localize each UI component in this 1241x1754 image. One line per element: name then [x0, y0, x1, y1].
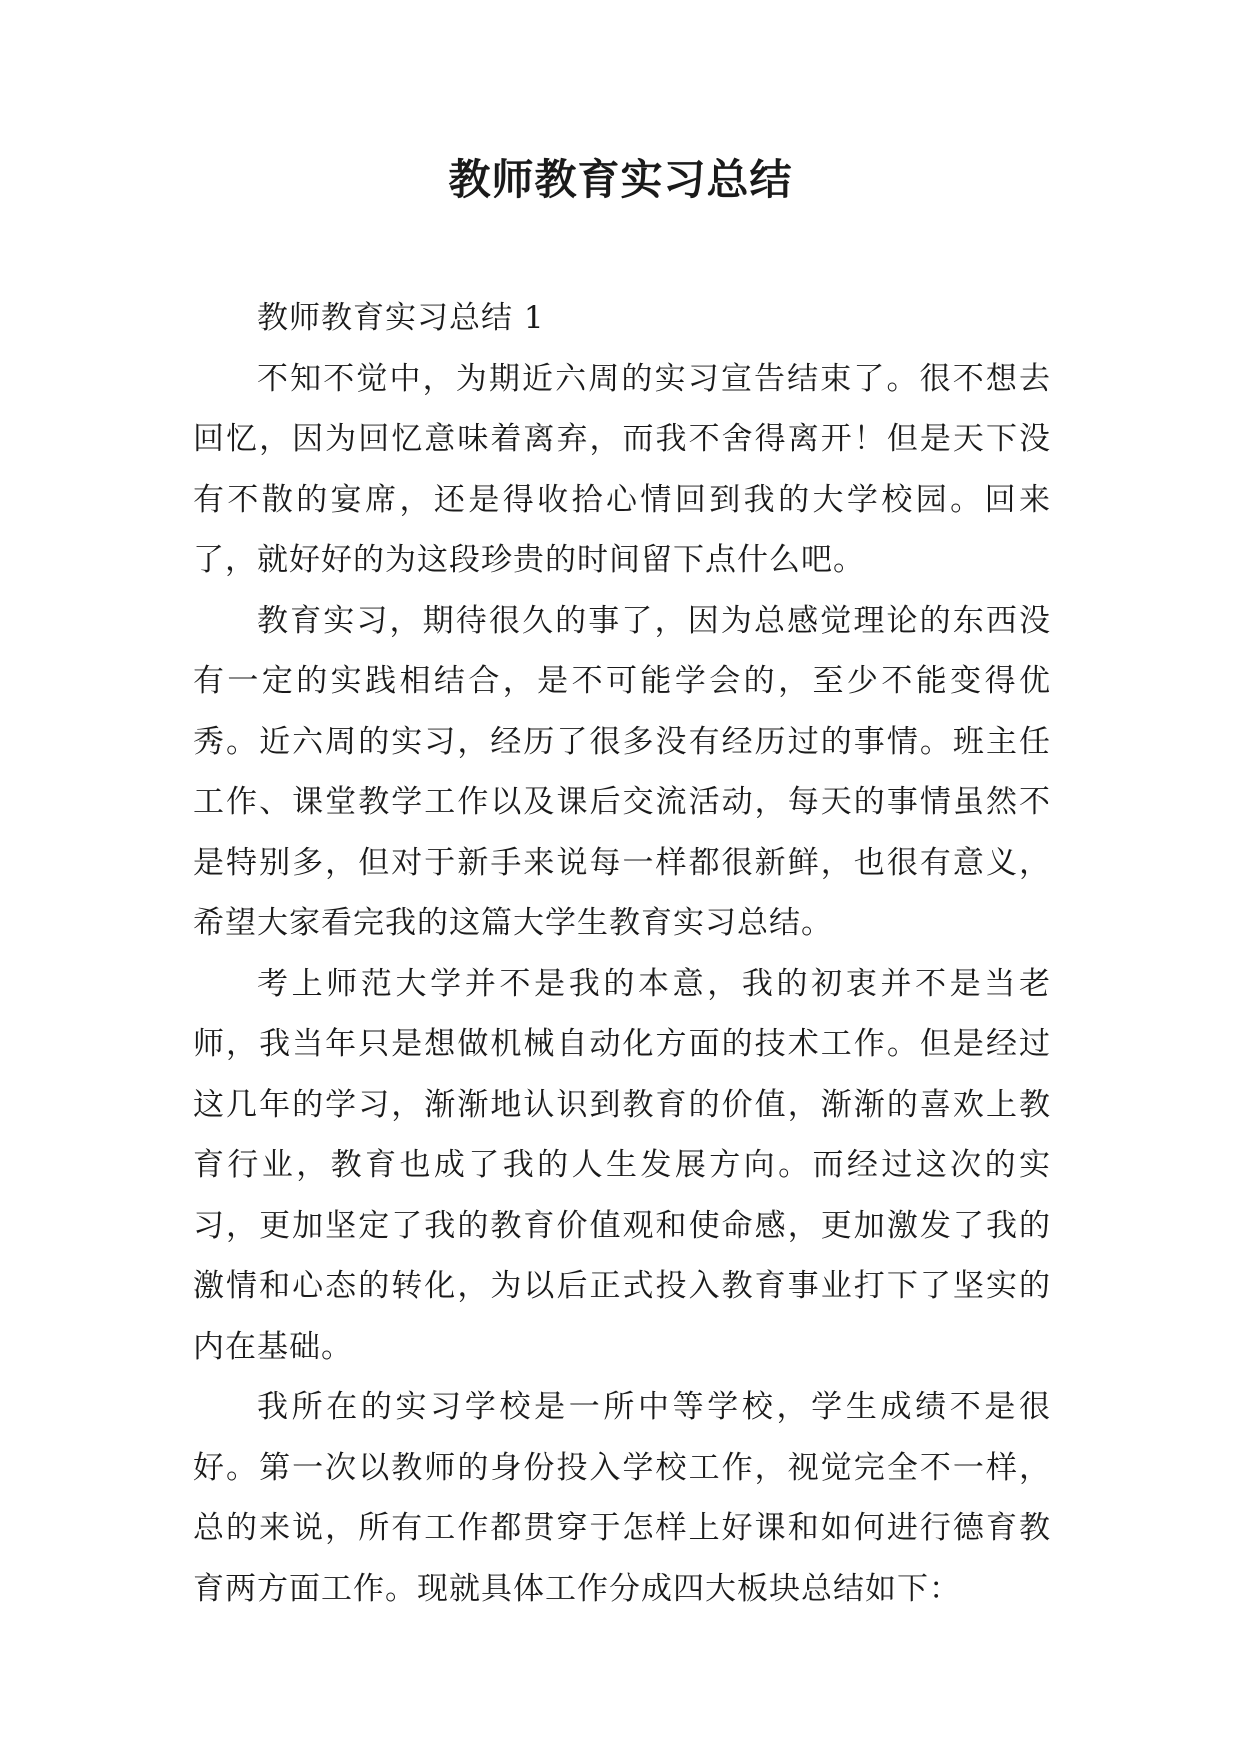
- paragraph: 考上师范大学并不是我的本意，我的初衷并不是当老师，我当年只是想做机械自动化方面的技术工作。但是经过这几年的学习，渐渐地认识到教育的价值，渐渐的喜欢上教育行业，教育也成了我的人生发展方向。而经过这次的实习，更加坚定了我的教育价值观和使命感，更加激发了我的激情和心态的转化，为以后正式投入教育事业打下了坚实的内在基础。: [193, 965, 1051, 1365]
- paragraph: 教育实习，期待很久的事了，因为总感觉理论的东西没有一定的实践相结合，是不可能学会的，至少不能变得优秀。近六周的实习，经历了很多没有经历过的事情。班主任工作、课堂教学工作以及课后交流活动，每天的事情虽然不是特别多，但对于新手来说每一样都很新鲜，也很有意义，希望大家看完我的这篇大学生教育实习总结。: [193, 602, 1051, 941]
- paragraph: 不知不觉中，为期近六周的实习宣告结束了。很不想去回忆，因为回忆意味着离弃，而我不舍得离开！但是天下没有不散的宴席，还是得收拾心情回到我的大学校园。回来了，就好好的为这段珍贵的时间留下点什么吧。: [193, 360, 1051, 578]
- document-title: 教师教育实习总结: [448, 155, 793, 204]
- paragraph: 我所在的实习学校是一所中等学校，学生成绩不是很好。第一次以教师的身份投入学校工作，视觉完全不一样，总的来说，所有工作都贯穿于怎样上好课和如何进行德育教育两方面工作。现就具体工作分成四大板块总结如下：: [193, 1389, 1051, 1607]
- document-body: [193, 288, 1051, 1619]
- section-heading: 教师教育实习总结 1: [257, 300, 545, 336]
